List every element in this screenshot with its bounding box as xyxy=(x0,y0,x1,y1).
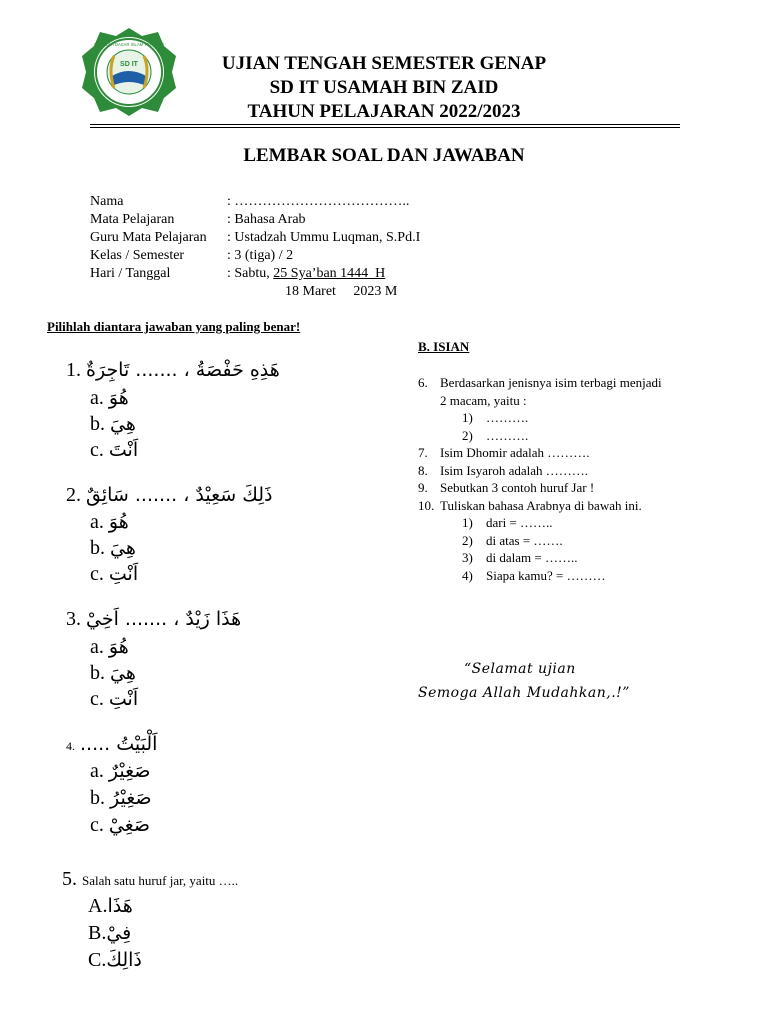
question-number: 1. xyxy=(66,359,81,381)
option-text: صَغِيْ xyxy=(108,814,151,836)
identity-value-prefix: : Sabtu, xyxy=(227,266,274,281)
option-text: فِيْ xyxy=(106,922,132,944)
identity-label: Hari / Tanggal xyxy=(90,266,171,281)
isian-sub-6-1 xyxy=(418,409,718,427)
option-letter: c. xyxy=(90,814,104,836)
option-text: هُوَ xyxy=(108,636,129,658)
option-1b xyxy=(90,411,136,437)
option-text: صَغِيْرٌ xyxy=(108,760,151,782)
sub-number: 2) xyxy=(462,532,473,548)
header-line-2: SD IT USAMAH BIN ZAID xyxy=(269,77,499,98)
question-5 xyxy=(62,866,238,894)
identity-row-kelas xyxy=(90,247,420,265)
option-4c xyxy=(90,812,150,838)
option-letter: B. xyxy=(88,922,107,944)
option-letter: C. xyxy=(88,949,107,971)
item-number: 9. xyxy=(418,480,428,495)
item-text: Isim Dhomir adalah ………. xyxy=(440,445,590,460)
header-line-3: TAHUN PELAJARAN 2022/2023 xyxy=(247,101,521,122)
option-text: هُوَ xyxy=(108,511,129,533)
header-line-1: UJIAN TENGAH SEMESTER GENAP xyxy=(221,53,547,74)
identity-label: Guru Mata Pelajaran xyxy=(90,230,207,245)
item-text: Isim Isyaroh adalah ………. xyxy=(440,462,589,478)
isian-list xyxy=(418,374,718,584)
option-letter: c. xyxy=(90,563,104,585)
isian-item-10 xyxy=(418,497,718,515)
svg-text:SD IT: SD IT xyxy=(120,61,138,68)
question-number: 5. xyxy=(62,868,77,890)
question-number: 2. xyxy=(66,484,81,506)
identity-row-date2 xyxy=(90,283,420,301)
item-text: Tuliskan bahasa Arabnya di bawah ini. xyxy=(440,497,642,513)
option-2b xyxy=(90,535,136,561)
sub-number: 2) xyxy=(462,427,473,443)
sub-text: Siapa kamu? = ……… xyxy=(486,567,606,583)
question-number: 4. xyxy=(66,739,75,753)
isian-item-8 xyxy=(418,462,718,480)
question-number: 3. xyxy=(66,608,81,630)
option-text: هُوَ xyxy=(108,387,129,409)
item-number: 6. xyxy=(418,375,428,390)
question-text: ذَلِكَ سَعِيْدٌ ، ....... سَائِقٌ xyxy=(86,484,273,506)
identity-value: : 3 (tiga) / 2 xyxy=(227,248,294,263)
option-letter: A. xyxy=(88,895,108,917)
item-number: 7. xyxy=(418,445,428,460)
isian-title: B. ISIAN xyxy=(418,339,470,354)
isian-item-9 xyxy=(418,479,718,497)
item-text: Berdasarkan jenisnya isim terbagi menjadi xyxy=(440,375,662,390)
option-letter: a. xyxy=(90,760,104,782)
option-4b xyxy=(90,785,152,811)
option-text: صَغِيْرُ xyxy=(110,787,152,809)
option-text: اَنْتِ xyxy=(108,688,139,710)
option-letter: b. xyxy=(90,787,105,809)
option-letter: b. xyxy=(90,537,105,559)
identity-label: Nama xyxy=(90,194,124,209)
sub-text: di dalam = …….. xyxy=(486,550,578,565)
isian-item-6-cont xyxy=(418,392,718,410)
svg-text:SEKOLAH DASAR ISLAM TERPADU: SEKOLAH DASAR ISLAM TERPADU xyxy=(94,42,164,47)
question-text: Salah satu huruf jar, yaitu ….. xyxy=(82,873,239,888)
sub-text: ………. xyxy=(486,410,529,425)
question-1 xyxy=(66,357,280,383)
question-4 xyxy=(66,731,157,759)
isian-sub-6-2 xyxy=(418,427,718,445)
isian-item-6 xyxy=(418,374,718,392)
instruction: Pilihlah diantara jawaban yang paling benar! xyxy=(47,319,301,334)
option-5a xyxy=(88,893,133,919)
question-2 xyxy=(66,482,272,508)
question-text: هَذَا زَيْدٌ ، ....... اَخِيْ xyxy=(86,608,242,630)
option-3b xyxy=(90,660,136,686)
option-letter: a. xyxy=(90,636,104,658)
sub-text: dari = …….. xyxy=(486,515,553,530)
header-rule-thin xyxy=(90,127,680,128)
option-text: هِيَ xyxy=(110,413,136,435)
identity-label: Kelas / Semester xyxy=(90,248,185,263)
isian-sub-10-1 xyxy=(418,514,718,532)
option-1a xyxy=(90,385,129,411)
option-text: هِيَ xyxy=(110,662,136,684)
option-text: اَنْتَ xyxy=(108,439,139,461)
isian-sub-10-4 xyxy=(418,567,718,585)
option-3c xyxy=(90,686,138,712)
sub-number: 3) xyxy=(462,550,473,565)
option-letter: c. xyxy=(90,688,104,710)
option-letter: c. xyxy=(90,439,104,461)
option-text: اَنْتِ xyxy=(108,563,139,585)
option-2c xyxy=(90,561,138,587)
sub-text: di atas = ……. xyxy=(486,532,563,548)
item-text: Sebutkan 3 contoh huruf Jar ! xyxy=(440,480,595,495)
isian-sub-10-2 xyxy=(418,532,718,550)
identity-block xyxy=(90,193,420,301)
sub-number: 1) xyxy=(462,410,473,425)
identity-value: : Bahasa Arab xyxy=(227,212,306,227)
identity-row-nama xyxy=(90,193,420,211)
option-letter: a. xyxy=(90,387,104,409)
item-number: 8. xyxy=(418,462,428,478)
sub-text: ………. xyxy=(486,427,529,443)
item-text: 2 macam, yaitu : xyxy=(440,392,527,408)
question-3 xyxy=(66,606,241,632)
identity-label: Mata Pelajaran xyxy=(90,212,175,227)
identity-row-mapel xyxy=(90,211,420,229)
option-5b xyxy=(88,920,131,946)
closing-line-1: “Selamat ujian xyxy=(464,661,576,677)
identity-row-guru xyxy=(90,229,420,247)
option-letter: b. xyxy=(90,662,105,684)
identity-date-hijri: 25 Sya’ban 1444 H xyxy=(273,266,386,281)
option-letter: a. xyxy=(90,511,104,533)
sheet-title: LEMBAR SOAL DAN JAWABAN xyxy=(243,145,525,166)
identity-value: : ……………………………….. xyxy=(227,194,410,209)
closing-message xyxy=(412,657,652,705)
option-3a xyxy=(90,634,129,660)
option-letter: b. xyxy=(90,413,105,435)
option-1c xyxy=(90,437,138,463)
identity-date-masehi: 18 Maret 2023 M xyxy=(285,284,398,299)
isian-sub-10-3 xyxy=(418,549,718,567)
sub-number: 1) xyxy=(462,515,473,530)
school-logo xyxy=(78,26,180,118)
question-text: اَلْبَيْتُ ..... xyxy=(80,733,158,755)
question-text: هَذِهِ حَفْصَةُ ، ....... تَاجِرَةٌ xyxy=(86,359,280,381)
option-5c xyxy=(88,947,142,973)
identity-value: : Ustadzah Ummu Luqman, S.Pd.I xyxy=(227,230,421,245)
sub-number: 4) xyxy=(462,567,473,583)
option-text: ذَالِكَ xyxy=(106,949,142,971)
option-4a xyxy=(90,758,150,784)
option-text: هِيَ xyxy=(110,537,136,559)
identity-row-tanggal xyxy=(90,265,420,283)
option-text: هَذَا xyxy=(107,895,133,917)
item-number: 10. xyxy=(418,497,435,513)
isian-item-7 xyxy=(418,444,718,462)
option-2a xyxy=(90,509,129,535)
header-rule-thick xyxy=(90,124,680,125)
closing-line-2: Semoga Allah Mudahkan,.!” xyxy=(418,685,630,701)
